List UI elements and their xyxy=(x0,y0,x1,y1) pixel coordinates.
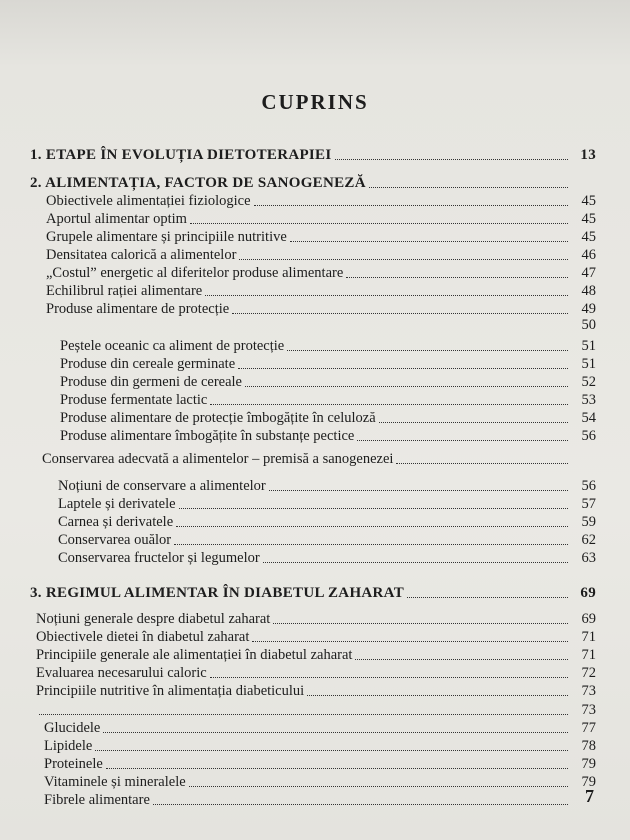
entry-label: 3. REGIMUL ALIMENTAR ÎN DIABETUL ZAHARAT xyxy=(30,585,404,601)
entry-page: 69 xyxy=(580,585,596,601)
entry-page: 45 xyxy=(581,229,596,245)
entry-label: Noțiuni de conservare a alimentelor xyxy=(58,478,266,494)
entry-page: 69 xyxy=(581,611,596,627)
dot-leader xyxy=(307,695,568,696)
dot-leader xyxy=(174,544,568,545)
entry-label: Evaluarea necesarului caloric xyxy=(36,665,207,681)
entry-label: Lipidele xyxy=(44,738,93,754)
entry-page: 48 xyxy=(581,283,596,299)
dot-leader xyxy=(252,641,568,642)
dot-leader xyxy=(238,368,568,369)
entry-label: Proteinele xyxy=(44,756,103,772)
entry-page: 56 xyxy=(581,478,596,494)
toc-entry xyxy=(58,532,596,548)
entry-page: 73 xyxy=(581,702,596,718)
toc-entry xyxy=(36,665,596,681)
dot-leader xyxy=(263,562,568,563)
page-title: CUPRINS xyxy=(261,90,369,114)
dot-leader xyxy=(239,259,568,260)
entry-page: 47 xyxy=(581,265,596,281)
dot-leader xyxy=(39,714,568,715)
dot-leader xyxy=(335,159,569,160)
toc-entry xyxy=(58,496,596,512)
entry-label: „Costul” energetic al diferitelor produse alimentare xyxy=(46,265,344,281)
toc-entry xyxy=(44,756,596,772)
toc-entry xyxy=(30,175,596,191)
toc-entry xyxy=(58,550,596,566)
entry-label: Glucidele xyxy=(44,720,101,736)
entry-label: Vitaminele și mineralele xyxy=(44,774,186,790)
entry-label: 1. ETAPE ÎN EVOLUȚIA DIETOTERAPIEI xyxy=(30,147,332,163)
toc-entry xyxy=(30,585,596,601)
toc-entry xyxy=(44,792,596,808)
entry-label: Fibrele alimentare xyxy=(44,792,150,808)
entry-page: 51 xyxy=(581,356,596,372)
dot-leader xyxy=(346,277,568,278)
dot-leader xyxy=(357,440,568,441)
entry-page: 13 xyxy=(580,147,596,163)
toc-entry xyxy=(36,629,596,645)
toc-entry xyxy=(58,478,596,494)
entry-label: Produse fermentate lactic xyxy=(60,392,208,408)
entry-label: Carnea și derivatele xyxy=(58,514,174,530)
dot-leader xyxy=(103,732,568,733)
entry-page: 73 xyxy=(581,683,596,699)
dot-leader xyxy=(190,223,568,224)
dot-leader xyxy=(287,350,568,351)
entry-label: Peștele oceanic ca aliment de protecție xyxy=(60,338,285,354)
entry-label: Echilibrul rației alimentare xyxy=(46,283,203,299)
entry-label: Conservarea ouălor xyxy=(58,532,172,548)
dot-leader xyxy=(176,526,568,527)
toc-entry xyxy=(36,611,596,627)
entry-label: Produse alimentare îmbogățite în substanțe pectice xyxy=(60,428,355,444)
entry-label: Conservarea adecvată a alimentelor – premisă a sanogenezei xyxy=(42,451,394,467)
dot-leader xyxy=(179,508,568,509)
entry-page: 78 xyxy=(581,738,596,754)
toc-entry xyxy=(46,301,596,317)
dot-leader xyxy=(396,463,568,464)
entry-label: Produse din germeni de cereale xyxy=(60,374,242,390)
entry-page: 50 xyxy=(581,317,596,333)
dot-leader xyxy=(369,187,568,188)
page-number: 7 xyxy=(585,786,594,806)
toc-entry xyxy=(46,247,596,263)
toc-entry xyxy=(46,211,596,227)
entry-page: 52 xyxy=(581,374,596,390)
entry-label: Densitatea calorică a alimentelor xyxy=(46,247,237,263)
entry-label: 2. ALIMENTAȚIA, FACTOR DE SANOGENEZĂ xyxy=(30,175,366,191)
entry-label: Principiile nutritive în alimentația diabeticului xyxy=(36,683,305,699)
toc-entry xyxy=(36,702,596,718)
dot-leader xyxy=(290,241,568,242)
entry-page: 53 xyxy=(581,392,596,408)
entry-page: 56 xyxy=(581,428,596,444)
entry-page: 49 xyxy=(581,301,596,317)
dot-leader xyxy=(106,768,568,769)
dot-leader xyxy=(205,295,568,296)
dot-leader xyxy=(189,786,568,787)
toc-entry xyxy=(44,774,596,790)
entry-label: Principiile generale ale alimentației în diabetul zaharat xyxy=(36,647,353,663)
dot-leader xyxy=(210,677,568,678)
dot-leader xyxy=(245,386,568,387)
entry-page: 71 xyxy=(581,629,596,645)
entry-label: Grupele alimentare și principiile nutritive xyxy=(46,229,287,245)
toc-entry xyxy=(46,317,596,333)
toc-entry xyxy=(60,392,596,408)
toc-entry xyxy=(58,514,596,530)
entry-page: 59 xyxy=(581,514,596,530)
entry-page: 62 xyxy=(581,532,596,548)
entry-page: 51 xyxy=(581,338,596,354)
entry-page: 54 xyxy=(581,410,596,426)
entry-page: 71 xyxy=(581,647,596,663)
dot-leader xyxy=(210,404,568,405)
toc-entry xyxy=(44,738,596,754)
toc-entry xyxy=(60,428,596,444)
entry-label: Obiectivele alimentației fiziologice xyxy=(46,193,251,209)
entry-page: 45 xyxy=(581,211,596,227)
toc-entry xyxy=(60,410,596,426)
entry-label: Aportul alimentar optim xyxy=(46,211,187,227)
entry-label: Noțiuni generale despre diabetul zaharat xyxy=(36,611,271,627)
dot-leader xyxy=(153,804,568,805)
entry-page: 77 xyxy=(581,720,596,736)
dot-leader xyxy=(95,750,568,751)
entry-label: Laptele și derivatele xyxy=(58,496,176,512)
toc-entry xyxy=(46,229,596,245)
toc-entry xyxy=(42,451,596,467)
toc-entry xyxy=(60,338,596,354)
toc-entry xyxy=(46,265,596,281)
entry-page: 45 xyxy=(581,193,596,209)
toc-entry xyxy=(36,683,596,699)
dot-leader xyxy=(273,623,568,624)
toc-entry xyxy=(36,647,596,663)
toc-entry xyxy=(60,374,596,390)
entry-page: 46 xyxy=(581,247,596,263)
dot-leader xyxy=(232,313,568,314)
entry-label: Produse alimentare de protecție xyxy=(46,301,230,317)
toc-entry xyxy=(60,356,596,372)
entry-page: 72 xyxy=(581,665,596,681)
entry-page: 63 xyxy=(581,550,596,566)
entry-page: 79 xyxy=(581,756,596,772)
dot-leader xyxy=(269,490,568,491)
entry-page: 79 xyxy=(581,774,596,790)
toc-entry xyxy=(30,147,596,163)
dot-leader xyxy=(379,422,568,423)
toc-entry xyxy=(44,720,596,736)
entry-page: 57 xyxy=(581,496,596,512)
entry-label: Obiectivele dietei în diabetul zaharat xyxy=(36,629,250,645)
toc-entry xyxy=(46,283,596,299)
dot-leader xyxy=(254,205,568,206)
entry-label: Conservarea fructelor și legumelor xyxy=(58,550,260,566)
dot-leader xyxy=(355,659,568,660)
entry-label: Produse alimentare de protecție îmbogățite în celuloză xyxy=(60,410,376,426)
toc-entry xyxy=(46,193,596,209)
dot-leader xyxy=(407,597,568,598)
entry-label: Produse din cereale germinate xyxy=(60,356,236,372)
